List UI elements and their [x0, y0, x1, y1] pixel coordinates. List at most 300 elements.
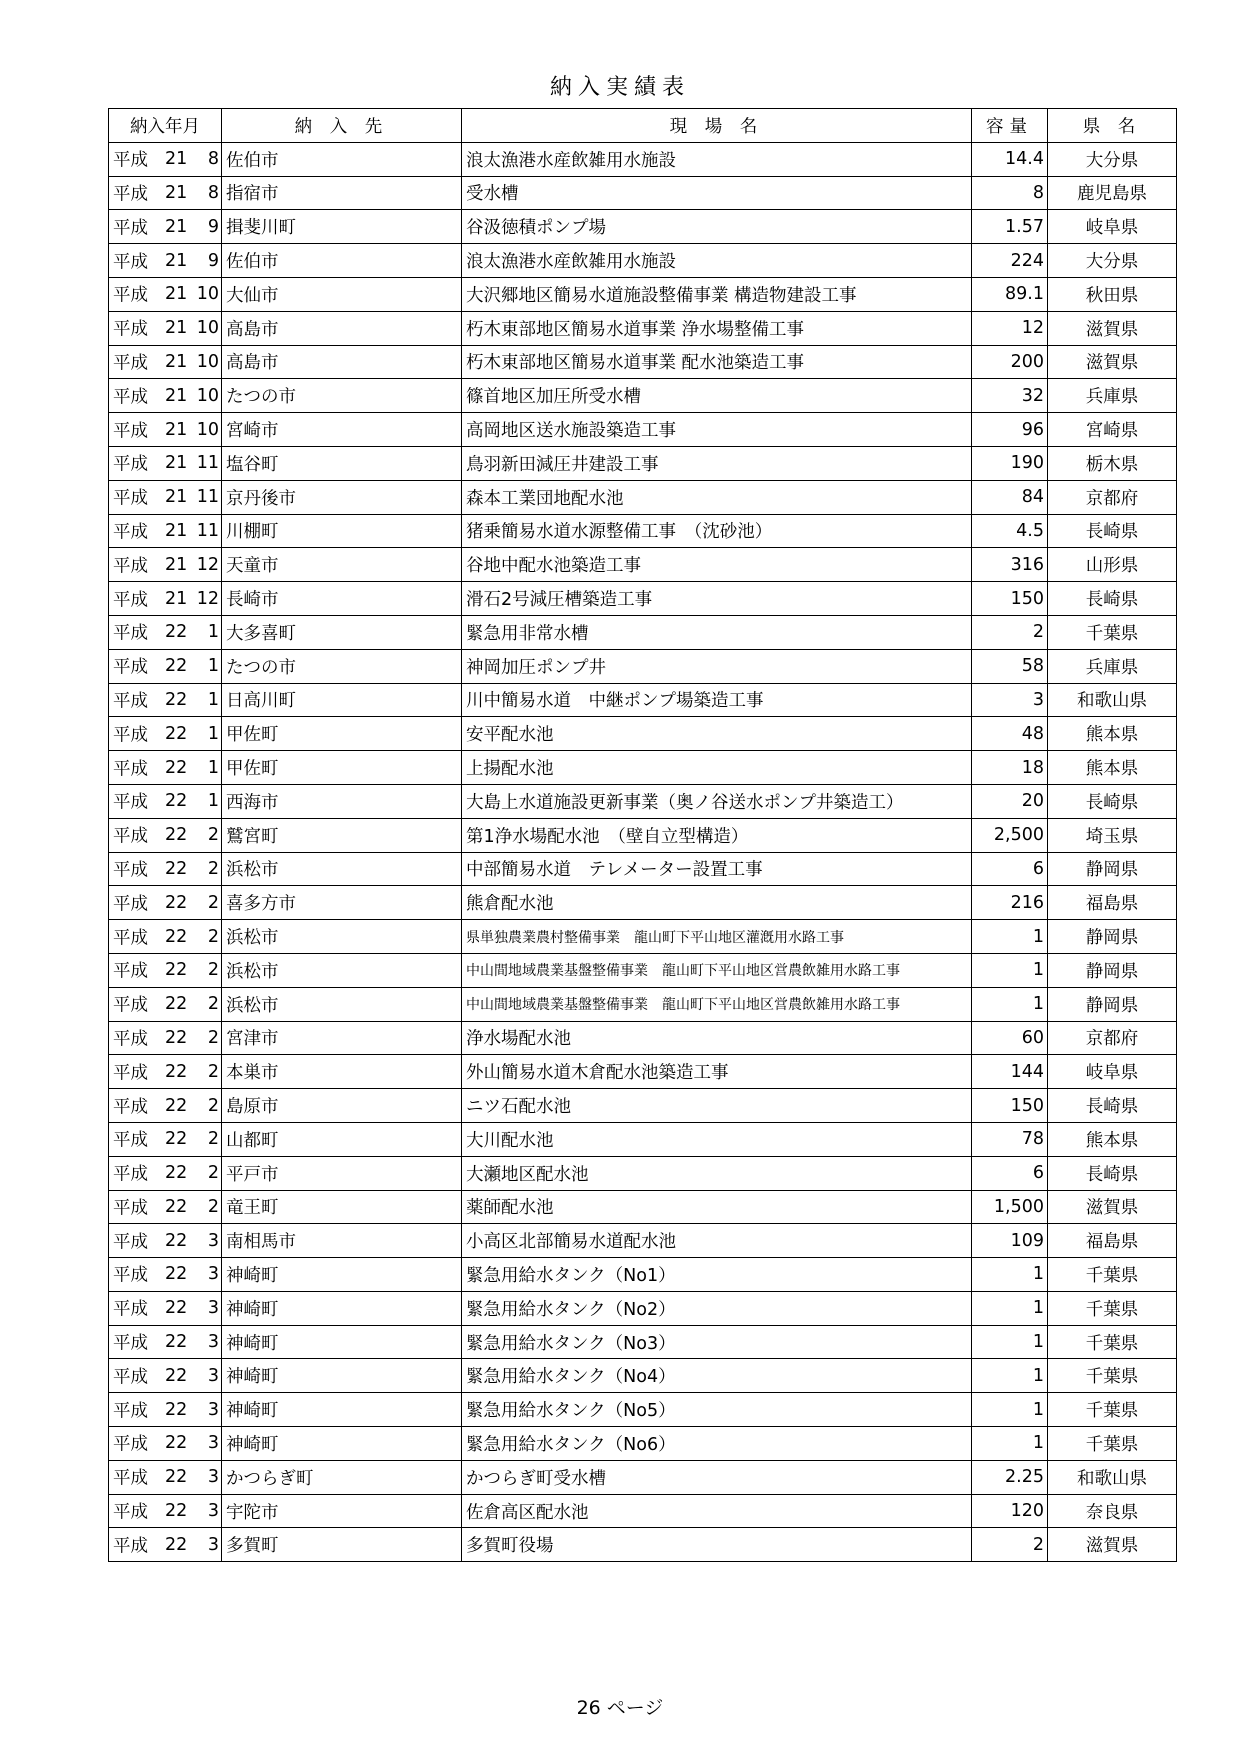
site-name-cell: 篠首地区加圧所受水槽: [462, 379, 972, 413]
site-name-cell: 谷汲徳積ポンプ場: [462, 210, 972, 244]
site-name-cell: 滑石2号減圧槽築造工事: [462, 582, 972, 616]
delivery-date-cell: [109, 649, 222, 683]
destination-cell: 甲佐町: [222, 751, 462, 785]
capacity-cell: 1: [972, 1427, 1048, 1461]
prefecture-cell: 長崎県: [1048, 784, 1177, 818]
capacity-cell: 1: [972, 1325, 1048, 1359]
destination-cell: 浜松市: [222, 920, 462, 954]
destination-cell: 指宿市: [222, 176, 462, 210]
date-month: 10: [196, 385, 219, 406]
site-name-cell: 鳥羽新田減圧井建設工事: [462, 446, 972, 480]
site-name-cell: 朽木東部地区簡易水道事業 配水池築造工事: [462, 345, 972, 379]
table-row: [109, 1494, 1177, 1528]
delivery-date-cell: [109, 1325, 222, 1359]
date-year: 22: [165, 1298, 188, 1319]
date-era: 平成: [113, 1097, 148, 1117]
date-era: 平成: [113, 590, 148, 611]
destination-cell: 大多喜町: [222, 615, 462, 649]
prefecture-cell: 熊本県: [1048, 1122, 1177, 1156]
date-year: 22: [165, 1365, 188, 1386]
date-month: 2: [207, 1129, 219, 1150]
capacity-cell: 32: [972, 379, 1048, 413]
date-era: 平成: [113, 522, 148, 543]
destination-cell: 日高川町: [222, 683, 462, 717]
capacity-cell: 1: [972, 1258, 1048, 1292]
capacity-cell: 6: [972, 852, 1048, 886]
delivery-date-cell: [109, 1021, 222, 1055]
date-year: 22: [165, 960, 188, 981]
capacity-cell: 150: [972, 1089, 1048, 1123]
prefecture-cell: 千葉県: [1048, 1393, 1177, 1427]
delivery-date-cell: [109, 1528, 222, 1562]
delivery-date-cell: [109, 413, 222, 447]
capacity-cell: 20: [972, 784, 1048, 818]
date-year: 21: [165, 284, 188, 305]
site-name-cell: 多賀町役場: [462, 1528, 972, 1562]
table-row: [109, 886, 1177, 920]
prefecture-cell: 千葉県: [1048, 1325, 1177, 1359]
delivery-date-cell: [109, 446, 222, 480]
prefecture-cell: 山形県: [1048, 548, 1177, 582]
capacity-cell: 1,500: [972, 1190, 1048, 1224]
site-name-cell: 浪太漁港水産飲雑用水施設: [462, 142, 972, 176]
date-month: 2: [207, 1163, 219, 1184]
date-year: 22: [165, 723, 188, 744]
date-year: 22: [165, 892, 188, 913]
delivery-date-cell: [109, 852, 222, 886]
delivery-date-cell: [109, 751, 222, 785]
table-row: [109, 615, 1177, 649]
date-year: 22: [165, 1163, 188, 1184]
site-name-cell: 浪太漁港水産飲雑用水施設: [462, 244, 972, 278]
table-header-row: [109, 109, 1177, 143]
destination-cell: 大仙市: [222, 277, 462, 311]
destination-cell: 本巣市: [222, 1055, 462, 1089]
prefecture-cell: 滋賀県: [1048, 1190, 1177, 1224]
date-era: 平成: [113, 860, 148, 881]
table-row: [109, 413, 1177, 447]
destination-cell: 川棚町: [222, 514, 462, 548]
date-month: 11: [196, 520, 219, 541]
date-year: 22: [165, 1467, 188, 1488]
date-era: 平成: [113, 150, 148, 171]
table-row: [109, 176, 1177, 210]
date-year: 21: [165, 385, 188, 406]
site-name-cell: 中山間地域農業基盤整備事業 龍山町下平山地区営農飲雑用水路工事: [462, 953, 972, 987]
prefecture-cell: 静岡県: [1048, 953, 1177, 987]
date-month: 3: [207, 1501, 219, 1522]
date-month: 2: [207, 892, 219, 913]
site-name-cell: 大沢郷地区簡易水道施設整備事業 構造物建設工事: [462, 277, 972, 311]
date-month: 3: [207, 1332, 219, 1353]
destination-cell: 喜多方市: [222, 886, 462, 920]
date-month: 1: [207, 689, 219, 710]
date-era: 平成: [113, 928, 148, 949]
date-era: 平成: [113, 421, 148, 442]
date-year: 21: [165, 419, 188, 440]
capacity-cell: 6: [972, 1156, 1048, 1190]
destination-cell: 揖斐川町: [222, 210, 462, 244]
site-name-cell: 受水槽: [462, 176, 972, 210]
prefecture-cell: 熊本県: [1048, 717, 1177, 751]
site-name-cell: 中山間地域農業基盤整備事業 龍山町下平山地区営農飲雑用水路工事: [462, 987, 972, 1021]
prefecture-cell: 滋賀県: [1048, 1528, 1177, 1562]
table-row: [109, 1325, 1177, 1359]
delivery-date-cell: [109, 548, 222, 582]
capacity-cell: 48: [972, 717, 1048, 751]
site-name-cell: 大島上水道施設更新事業（奥ノ谷送水ポンプ井築造工）: [462, 784, 972, 818]
site-name-cell: 薬師配水池: [462, 1190, 972, 1224]
date-year: 22: [165, 1534, 188, 1555]
date-year: 22: [165, 791, 188, 812]
date-month: 10: [196, 351, 219, 372]
table-row: [109, 1359, 1177, 1393]
site-name-cell: ニツ石配水池: [462, 1089, 972, 1123]
date-month: 8: [207, 149, 219, 170]
destination-cell: 神崎町: [222, 1393, 462, 1427]
date-month: 11: [196, 487, 219, 508]
date-month: 3: [207, 1298, 219, 1319]
delivery-date-cell: [109, 987, 222, 1021]
date-year: 22: [165, 757, 188, 778]
capacity-cell: 96: [972, 413, 1048, 447]
delivery-date-cell: [109, 717, 222, 751]
site-name-cell: 猪乗簡易水道水源整備工事 （沈砂池）: [462, 514, 972, 548]
table-row: [109, 953, 1177, 987]
date-year: 22: [165, 1095, 188, 1116]
date-year: 22: [165, 1332, 188, 1353]
site-name-cell: 緊急用給水タンク（No1）: [462, 1258, 972, 1292]
capacity-cell: 18: [972, 751, 1048, 785]
date-year: 22: [165, 1433, 188, 1454]
capacity-cell: 2: [972, 615, 1048, 649]
date-month: 3: [207, 1230, 219, 1251]
destination-cell: 神崎町: [222, 1427, 462, 1461]
destination-cell: 京丹後市: [222, 480, 462, 514]
table-row: [109, 818, 1177, 852]
destination-cell: 長崎市: [222, 582, 462, 616]
delivery-date-cell: [109, 784, 222, 818]
date-era: 平成: [113, 657, 148, 678]
date-month: 11: [196, 453, 219, 474]
delivery-date-cell: [109, 953, 222, 987]
date-year: 22: [165, 656, 188, 677]
prefecture-cell: 栃木県: [1048, 446, 1177, 480]
table-row: [109, 683, 1177, 717]
date-year: 22: [165, 1501, 188, 1522]
header-site-name: 現 場 名: [462, 109, 972, 143]
table-row: [109, 920, 1177, 954]
destination-cell: 神崎町: [222, 1359, 462, 1393]
table-row: [109, 582, 1177, 616]
date-month: 12: [196, 588, 219, 609]
destination-cell: 多賀町: [222, 1528, 462, 1562]
capacity-cell: 8: [972, 176, 1048, 210]
prefecture-cell: 京都府: [1048, 480, 1177, 514]
prefecture-cell: 長崎県: [1048, 1089, 1177, 1123]
date-month: 3: [207, 1467, 219, 1488]
table-row: [109, 277, 1177, 311]
table-body: [109, 142, 1177, 1561]
delivery-date-cell: [109, 683, 222, 717]
date-month: 2: [207, 1196, 219, 1217]
prefecture-cell: 兵庫県: [1048, 649, 1177, 683]
delivery-date-cell: [109, 615, 222, 649]
date-era: 平成: [113, 759, 148, 780]
prefecture-cell: 熊本県: [1048, 751, 1177, 785]
delivery-date-cell: [109, 311, 222, 345]
date-year: 21: [165, 487, 188, 508]
date-era: 平成: [113, 1333, 148, 1354]
header-destination: 納 入 先: [222, 109, 462, 143]
prefecture-cell: 和歌山県: [1048, 683, 1177, 717]
delivery-date-cell: [109, 480, 222, 514]
date-year: 22: [165, 858, 188, 879]
capacity-cell: 216: [972, 886, 1048, 920]
capacity-cell: 1: [972, 1291, 1048, 1325]
capacity-cell: 58: [972, 649, 1048, 683]
table-row: [109, 446, 1177, 480]
capacity-cell: 109: [972, 1224, 1048, 1258]
site-name-cell: 谷地中配水池築造工事: [462, 548, 972, 582]
date-month: 1: [207, 791, 219, 812]
destination-cell: 西海市: [222, 784, 462, 818]
date-year: 21: [165, 520, 188, 541]
date-year: 21: [165, 554, 188, 575]
date-month: 8: [207, 182, 219, 203]
header-prefecture: 県 名: [1048, 109, 1177, 143]
table-row: [109, 717, 1177, 751]
delivery-date-cell: [109, 345, 222, 379]
capacity-cell: 12: [972, 311, 1048, 345]
date-era: 平成: [113, 1502, 148, 1523]
prefecture-cell: 大分県: [1048, 142, 1177, 176]
capacity-cell: 1.57: [972, 210, 1048, 244]
date-year: 22: [165, 1129, 188, 1150]
date-era: 平成: [113, 1198, 148, 1219]
date-era: 平成: [113, 252, 148, 273]
date-era: 平成: [113, 1029, 148, 1050]
destination-cell: 浜松市: [222, 953, 462, 987]
date-year: 21: [165, 453, 188, 474]
date-year: 22: [165, 825, 188, 846]
date-month: 10: [196, 419, 219, 440]
destination-cell: 高島市: [222, 311, 462, 345]
table-row: [109, 784, 1177, 818]
date-month: 9: [207, 216, 219, 237]
table-row: [109, 244, 1177, 278]
prefecture-cell: 大分県: [1048, 244, 1177, 278]
date-month: 2: [207, 825, 219, 846]
capacity-cell: 224: [972, 244, 1048, 278]
destination-cell: 鷲宮町: [222, 818, 462, 852]
date-era: 平成: [113, 488, 148, 509]
date-year: 22: [165, 1061, 188, 1082]
date-era: 平成: [113, 1232, 148, 1253]
delivery-date-cell: [109, 1427, 222, 1461]
prefecture-cell: 千葉県: [1048, 1258, 1177, 1292]
date-month: 9: [207, 250, 219, 271]
capacity-cell: 1: [972, 1359, 1048, 1393]
capacity-cell: 14.4: [972, 142, 1048, 176]
table-row: [109, 1156, 1177, 1190]
date-year: 21: [165, 182, 188, 203]
delivery-date-cell: [109, 920, 222, 954]
capacity-cell: 316: [972, 548, 1048, 582]
date-month: 2: [207, 1095, 219, 1116]
prefecture-cell: 埼玉県: [1048, 818, 1177, 852]
table-row: [109, 751, 1177, 785]
date-month: 2: [207, 1027, 219, 1048]
prefecture-cell: 千葉県: [1048, 615, 1177, 649]
prefecture-cell: 福島県: [1048, 886, 1177, 920]
capacity-cell: 120: [972, 1494, 1048, 1528]
delivery-date-cell: [109, 1224, 222, 1258]
delivery-date-cell: [109, 1055, 222, 1089]
prefecture-cell: 静岡県: [1048, 920, 1177, 954]
table-row: [109, 311, 1177, 345]
date-era: 平成: [113, 454, 148, 475]
prefecture-cell: 秋田県: [1048, 277, 1177, 311]
table-row: [109, 1021, 1177, 1055]
delivery-date-cell: [109, 1156, 222, 1190]
date-era: 平成: [113, 387, 148, 408]
table-row: [109, 987, 1177, 1021]
site-name-cell: かつらぎ町受水槽: [462, 1460, 972, 1494]
date-year: 22: [165, 926, 188, 947]
capacity-cell: 2,500: [972, 818, 1048, 852]
delivery-date-cell: [109, 886, 222, 920]
date-era: 平成: [113, 1265, 148, 1286]
date-era: 平成: [113, 894, 148, 915]
prefecture-cell: 兵庫県: [1048, 379, 1177, 413]
table-row: [109, 1055, 1177, 1089]
date-year: 22: [165, 1230, 188, 1251]
site-name-cell: 緊急用給水タンク（No6）: [462, 1427, 972, 1461]
delivery-date-cell: [109, 142, 222, 176]
date-month: 1: [207, 723, 219, 744]
date-era: 平成: [113, 1536, 148, 1557]
date-era: 平成: [113, 1401, 148, 1422]
table-row: [109, 1460, 1177, 1494]
prefecture-cell: 静岡県: [1048, 852, 1177, 886]
date-era: 平成: [113, 1130, 148, 1151]
date-year: 22: [165, 689, 188, 710]
destination-cell: 天童市: [222, 548, 462, 582]
date-era: 平成: [113, 725, 148, 746]
delivery-date-cell: [109, 1460, 222, 1494]
delivery-date-cell: [109, 514, 222, 548]
prefecture-cell: 長崎県: [1048, 514, 1177, 548]
date-era: 平成: [113, 556, 148, 577]
destination-cell: 甲佐町: [222, 717, 462, 751]
delivery-date-cell: [109, 379, 222, 413]
table-row: [109, 1089, 1177, 1123]
capacity-cell: 1: [972, 920, 1048, 954]
capacity-cell: 150: [972, 582, 1048, 616]
delivery-date-cell: [109, 818, 222, 852]
destination-cell: 宮津市: [222, 1021, 462, 1055]
destination-cell: 佐伯市: [222, 142, 462, 176]
destination-cell: 塩谷町: [222, 446, 462, 480]
header-capacity: 容量: [972, 109, 1048, 143]
table-row: [109, 1393, 1177, 1427]
table-row: [109, 514, 1177, 548]
destination-cell: 浜松市: [222, 852, 462, 886]
date-era: 平成: [113, 1367, 148, 1388]
date-month: 3: [207, 1264, 219, 1285]
date-era: 平成: [113, 1468, 148, 1489]
capacity-cell: 3: [972, 683, 1048, 717]
site-name-cell: 緊急用給水タンク（No3）: [462, 1325, 972, 1359]
prefecture-cell: 千葉県: [1048, 1359, 1177, 1393]
prefecture-cell: 奈良県: [1048, 1494, 1177, 1528]
destination-cell: 宇陀市: [222, 1494, 462, 1528]
date-era: 平成: [113, 319, 148, 340]
date-year: 21: [165, 250, 188, 271]
date-month: 1: [207, 656, 219, 677]
delivery-date-cell: [109, 1089, 222, 1123]
destination-cell: 佐伯市: [222, 244, 462, 278]
site-name-cell: 外山簡易水道木倉配水池築造工事: [462, 1055, 972, 1089]
capacity-cell: 60: [972, 1021, 1048, 1055]
destination-cell: 南相馬市: [222, 1224, 462, 1258]
delivery-date-cell: [109, 1122, 222, 1156]
delivery-date-cell: [109, 1190, 222, 1224]
capacity-cell: 84: [972, 480, 1048, 514]
table-row: [109, 1224, 1177, 1258]
date-era: 平成: [113, 285, 148, 306]
date-month: 12: [196, 554, 219, 575]
date-era: 平成: [113, 353, 148, 374]
table-row: [109, 1190, 1177, 1224]
date-month: 2: [207, 926, 219, 947]
table-row: [109, 1258, 1177, 1292]
capacity-cell: 1: [972, 1393, 1048, 1427]
date-year: 21: [165, 588, 188, 609]
delivery-date-cell: [109, 582, 222, 616]
site-name-cell: 緊急用給水タンク（No4）: [462, 1359, 972, 1393]
prefecture-cell: 京都府: [1048, 1021, 1177, 1055]
destination-cell: 神崎町: [222, 1291, 462, 1325]
table-row: [109, 1122, 1177, 1156]
date-month: 1: [207, 622, 219, 643]
date-month: 3: [207, 1534, 219, 1555]
date-year: 21: [165, 216, 188, 237]
destination-cell: 山都町: [222, 1122, 462, 1156]
capacity-cell: 144: [972, 1055, 1048, 1089]
prefecture-cell: 滋賀県: [1048, 345, 1177, 379]
date-era: 平成: [113, 961, 148, 982]
date-year: 21: [165, 351, 188, 372]
prefecture-cell: 静岡県: [1048, 987, 1177, 1021]
capacity-cell: 190: [972, 446, 1048, 480]
capacity-cell: 4.5: [972, 514, 1048, 548]
site-name-cell: 第1浄水場配水池 （壁自立型構造）: [462, 818, 972, 852]
date-era: 平成: [113, 826, 148, 847]
destination-cell: 平戸市: [222, 1156, 462, 1190]
destination-cell: たつの市: [222, 649, 462, 683]
capacity-cell: 2: [972, 1528, 1048, 1562]
date-era: 平成: [113, 218, 148, 239]
prefecture-cell: 和歌山県: [1048, 1460, 1177, 1494]
page-title: 納入実績表: [549, 75, 690, 100]
date-year: 22: [165, 1264, 188, 1285]
delivery-date-cell: [109, 210, 222, 244]
table-row: [109, 1427, 1177, 1461]
delivery-date-cell: [109, 277, 222, 311]
prefecture-cell: 長崎県: [1048, 1156, 1177, 1190]
